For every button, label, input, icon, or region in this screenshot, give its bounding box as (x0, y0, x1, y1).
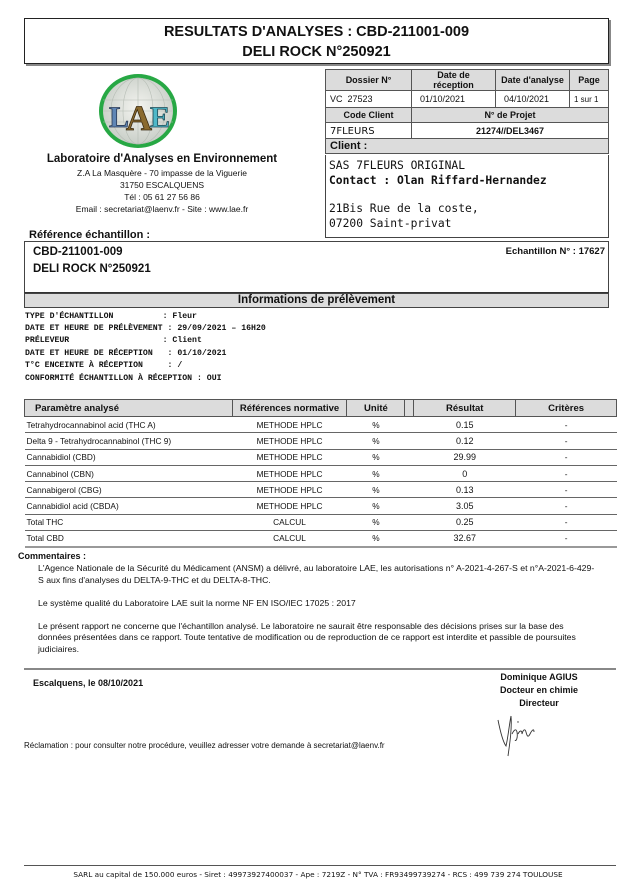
signature-icon (494, 712, 539, 760)
parameter-name: Cannabidiol (CBD) (25, 449, 233, 465)
lab-contact: Email : secretariat@laenv.fr - Site : www.lae.fr (75, 204, 249, 214)
date-reception: 01/10/2021 (412, 91, 496, 108)
reference-method: METHODE HPLC (232, 449, 347, 465)
reclamation-note: Réclamation : pour consulter notre procédure, veuillez adresser votre demande à secretariat@laenv.fr (24, 741, 385, 750)
spacer (405, 531, 414, 547)
table-row (25, 514, 617, 530)
unit: % (347, 482, 405, 498)
lab-address-2: 31750 ESCALQUENS (119, 180, 205, 190)
unit: % (347, 514, 405, 530)
prelevement-row: PRÉLEVEUR : Client (25, 336, 202, 346)
signer-name: Dominique AGIUS (500, 672, 578, 682)
result-value: 0 (414, 465, 516, 481)
reference-method: CALCUL (232, 531, 347, 547)
parameter-name: Delta 9 - Tetrahydrocannabinol (THC 9) (25, 433, 233, 449)
table-row (25, 417, 617, 433)
reference-name: DELI ROCK N°250921 (33, 263, 151, 275)
dossier-number: VC 27523 (326, 91, 412, 108)
client-header: Client : (325, 138, 609, 154)
client-address-2: 07200 Saint-privat (329, 216, 452, 230)
unit: % (347, 531, 405, 547)
signature-date: Escalquens, le 08/10/2021 (33, 678, 144, 688)
divider (24, 668, 616, 670)
criteria: - (516, 417, 617, 433)
prelevement-row: CONFORMITÉ ÉCHANTILLON À RÉCEPTION : OUI (25, 374, 222, 384)
echantillon-number: Echantillon N° : 17627 (505, 246, 605, 257)
prelevement-row: TYPE D'ÉCHANTILLON : Fleur (25, 312, 197, 321)
criteria: - (516, 433, 617, 449)
header-code-client: Code Client (326, 108, 412, 123)
code-client: 7FLEURS (326, 123, 412, 140)
lab-name: Laboratoire d'Analyses en Environnement (46, 153, 278, 165)
result-value: 32.67 (414, 531, 516, 547)
lab-phone: Tél : 05 61 27 56 86 (124, 192, 200, 202)
parameter-name: Cannabinol (CBN) (25, 465, 233, 481)
table-row (25, 449, 617, 465)
col-header-resultat: Résultat (414, 400, 516, 417)
col-header-unite: Unité (347, 400, 405, 417)
comment-ansm: L'Agence Nationale de la Sécurité du Médicament (ANSM) a délivré, au laboratoire LAE, les autorisations n° A-2021-4-267-S et n°A-2021-6-429-S aux fins d'analyses du DELTA-9-THC et du DELTA-8-THC. (38, 563, 595, 585)
svg-text:E: E (150, 101, 171, 134)
svg-text:L: L (109, 101, 130, 134)
prelevement-info (25, 311, 266, 385)
table-row (25, 531, 617, 547)
reference-method: METHODE HPLC (232, 417, 347, 433)
result-value: 3.05 (414, 498, 516, 514)
signer-block (484, 671, 594, 710)
comments-label: Commentaires : (18, 551, 87, 561)
comments-body (38, 563, 598, 667)
col-header-spacer (405, 400, 414, 417)
result-value: 29.99 (414, 449, 516, 465)
prelevement-header: Informations de prélèvement (24, 293, 609, 308)
table-row (25, 482, 617, 498)
unit: % (347, 465, 405, 481)
client-address-1: 21Bis Rue de la coste, (329, 202, 479, 215)
spacer (405, 498, 414, 514)
dossier-info-table (325, 69, 609, 140)
table-row (25, 433, 617, 449)
col-header-reference: Références normative (232, 400, 347, 417)
reference-method: METHODE HPLC (232, 498, 347, 514)
client-box (325, 155, 609, 238)
reference-box (24, 241, 609, 293)
parameter-name: Total THC (25, 514, 233, 530)
spacer (405, 433, 414, 449)
parameter-name: Cannabigerol (CBG) (25, 482, 233, 498)
header-projet: N° de Projet (412, 108, 609, 123)
report-title: RESULTATS D'ANALYSES : CBD-211001-009 (163, 24, 470, 40)
header-date-reception: Date de réception (412, 70, 496, 91)
reference-method: METHODE HPLC (232, 433, 347, 449)
criteria: - (516, 514, 617, 530)
col-header-parametre: Paramètre analysé (25, 400, 233, 417)
lae-logo-icon (97, 72, 179, 150)
unit: % (347, 449, 405, 465)
comment-iso: Le système qualité du Laboratoire LAE suit la norme NF EN ISO/IEC 17025 : 2017 (38, 597, 356, 608)
reference-label: Référence échantillon : (29, 229, 151, 241)
report-title-box (24, 18, 609, 64)
spacer (405, 465, 414, 481)
client-contact: Contact : Olan Riffard-Hernandez (329, 173, 547, 187)
signer-title: Docteur en chimie (499, 685, 579, 695)
result-value: 0.15 (414, 417, 516, 433)
reference-method: METHODE HPLC (232, 482, 347, 498)
reference-method: METHODE HPLC (232, 465, 347, 481)
prelevement-row: DATE ET HEURE DE RÉCEPTION : 01/10/2021 (25, 348, 227, 358)
svg-text:A: A (126, 98, 152, 138)
date-analyse: 04/10/2021 (496, 91, 570, 108)
criteria: - (516, 449, 617, 465)
parameter-name: Cannabidiol acid (CBDA) (25, 498, 233, 514)
lab-info (24, 152, 300, 215)
unit: % (347, 498, 405, 514)
reference-method: CALCUL (232, 514, 347, 530)
criteria: - (516, 531, 617, 547)
results-table (24, 399, 617, 548)
client-company: SAS 7FLEURS ORIGINAL (329, 159, 466, 172)
unit: % (347, 433, 405, 449)
result-value: 0.25 (414, 514, 516, 530)
reference-code: CBD-211001-009 (33, 246, 123, 258)
col-header-criteres: Critères (516, 400, 617, 417)
criteria: - (516, 498, 617, 514)
result-value: 0.13 (414, 482, 516, 498)
prelevement-row: DATE ET HEURE DE PRÉLÈVEMENT : 29/09/2021 – 16H20 (25, 324, 266, 334)
parameter-name: Total CBD (25, 531, 233, 547)
unit: % (347, 417, 405, 433)
criteria: - (516, 465, 617, 481)
spacer (405, 482, 414, 498)
criteria: - (516, 482, 617, 498)
spacer (405, 417, 414, 433)
page-number: 1 sur 1 (570, 91, 609, 108)
table-row (25, 498, 617, 514)
result-value: 0.12 (414, 433, 516, 449)
spacer (405, 514, 414, 530)
footer-legal: SARL au capital de 150.000 euros - Siret : 49973927400037 - Ape : 7219Z - N° TVA : FR93499739274 - RCS : 499 739 274 TOULOUSE (73, 870, 563, 879)
header-page: Page (570, 70, 609, 91)
projet-number: 21274//DEL3467 (412, 123, 609, 140)
lab-address-1: Z.A La Masquère - 70 impasse de la Viguerie (77, 168, 247, 178)
comment-disclaimer: Le présent rapport ne concerne que l'échantillon analysé. Le laboratoire ne saurait être responsable des décisions prises sur la base des données présentées dans ce rapport. Toute tentative de modification ou de reproduction de ce rapport est interdite et passible de poursuites judiciaires. (38, 620, 576, 654)
table-row (25, 465, 617, 481)
header-dossier: Dossier N° (326, 70, 412, 91)
prelevement-row: T°C ENCEINTE À RÉCEPTION : / (25, 360, 183, 370)
footer-divider (24, 865, 616, 866)
header-date-analyse: Date d'analyse (496, 70, 570, 91)
report-subtitle: DELI ROCK N°250921 (242, 44, 391, 60)
parameter-name: Tetrahydrocannabinol acid (THC A) (25, 417, 233, 433)
spacer (405, 449, 414, 465)
signer-role: Directeur (519, 698, 559, 708)
